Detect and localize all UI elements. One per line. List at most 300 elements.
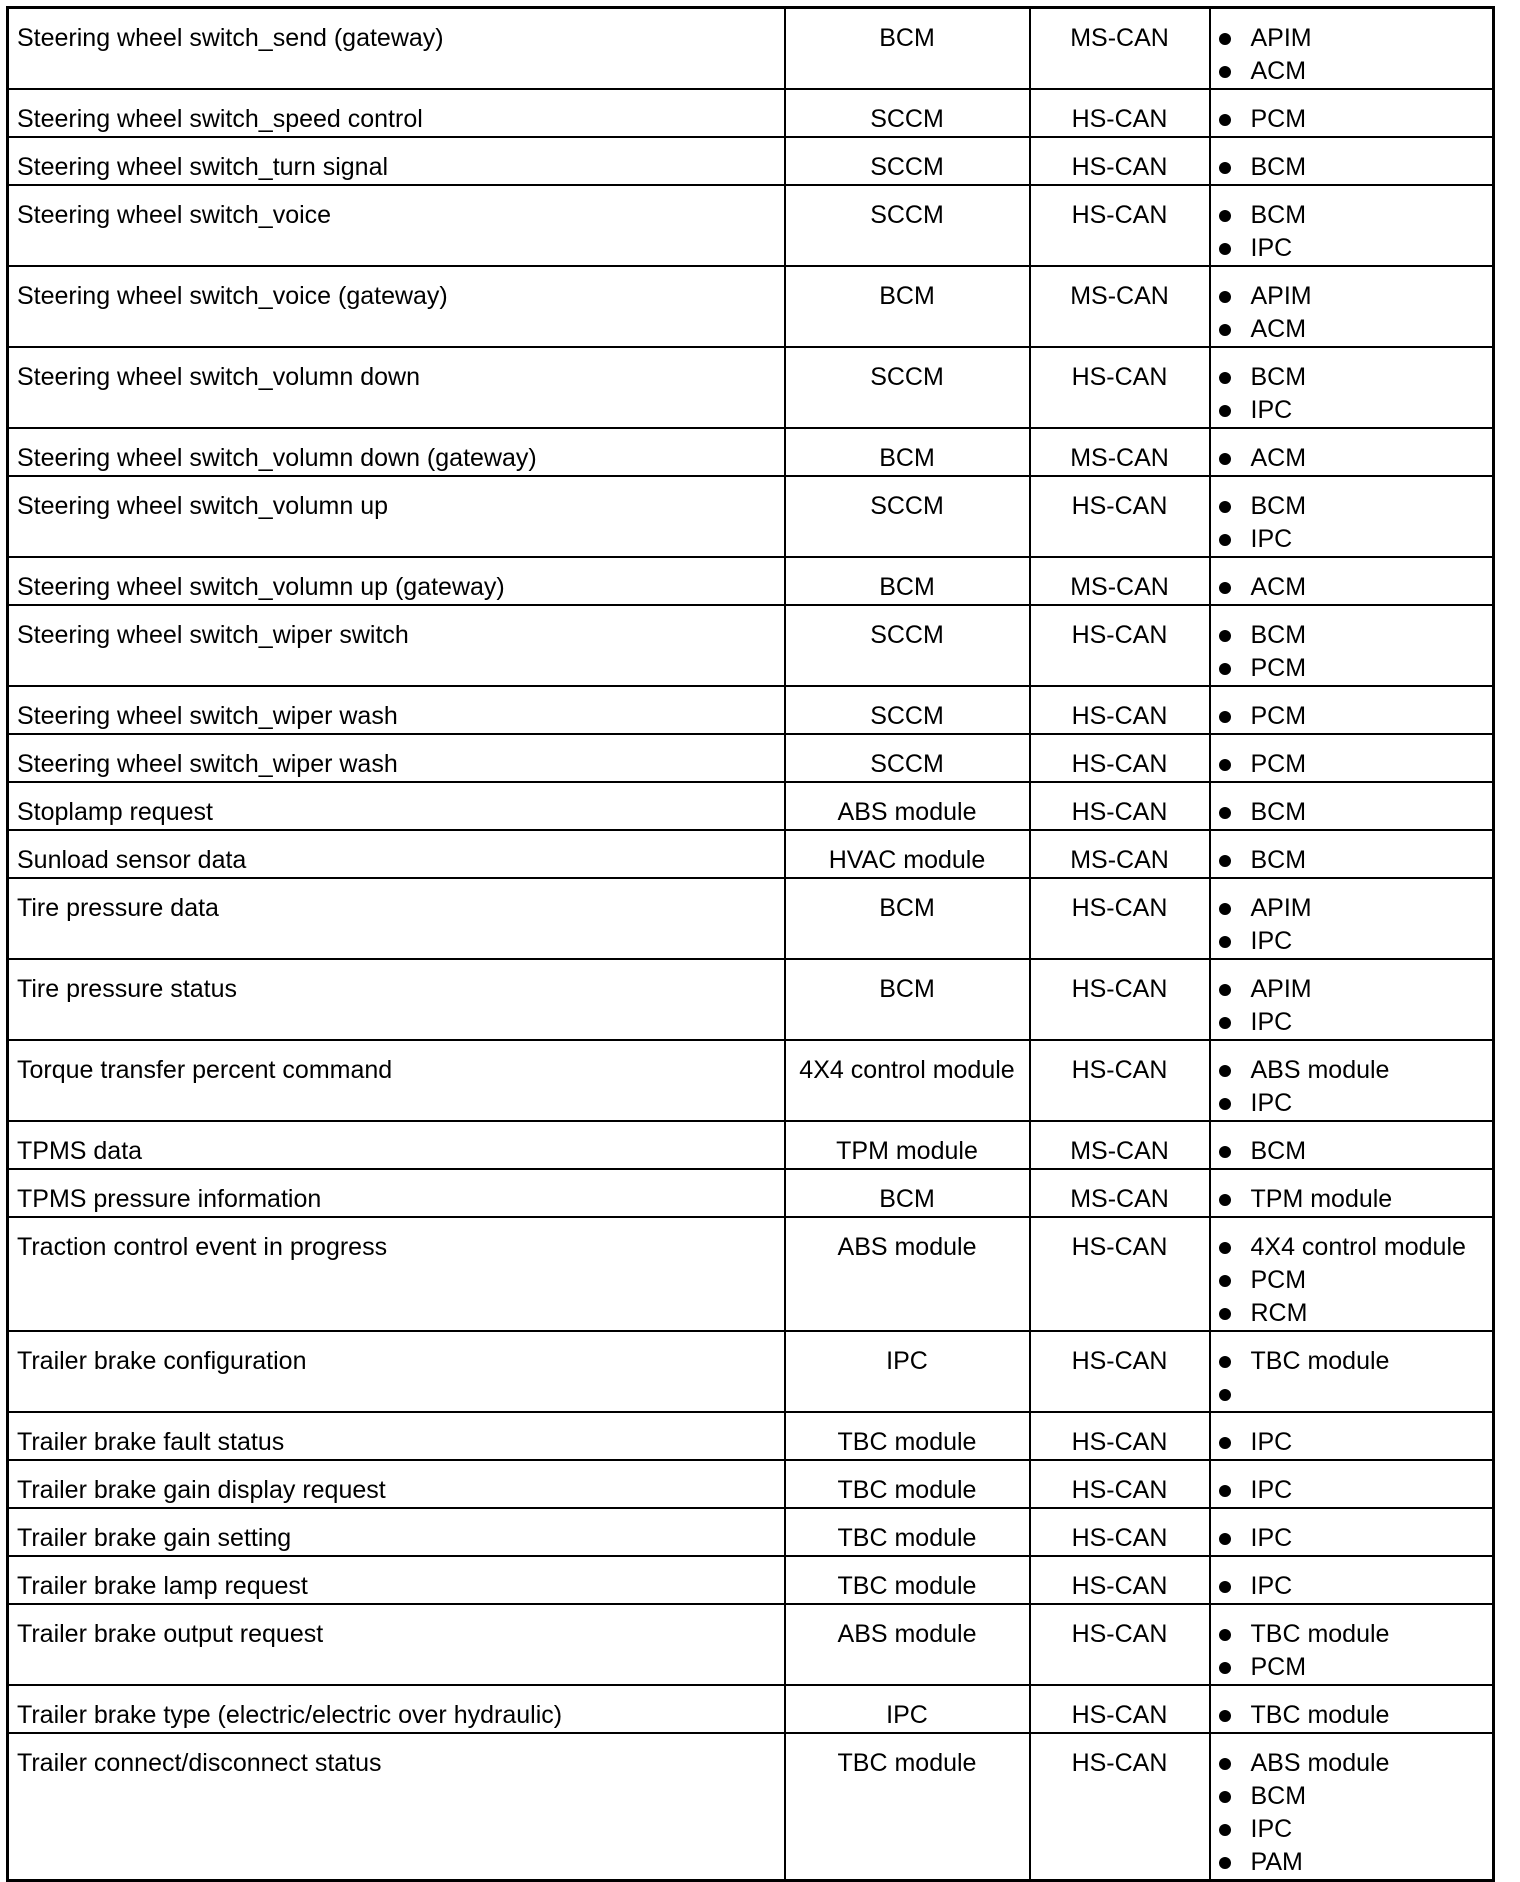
receiver-item [1219,1651,1485,1684]
receiver-item [1219,571,1485,604]
receiver-list [1219,1570,1485,1603]
bullet-icon [1219,1389,1231,1401]
bullet-icon [1219,1194,1231,1206]
source-module-cell: ABS module [785,782,1030,830]
bullet-icon [1219,936,1231,948]
receiver-item [1219,523,1485,556]
bullet-icon [1219,1857,1231,1869]
table-row [8,1508,1494,1556]
table-row [8,782,1494,830]
receiver-label: RCM [1250,1299,1308,1327]
receivers-cell [1210,137,1494,185]
bullet-icon [1219,582,1231,594]
source-module-cell: TBC module [785,1412,1030,1460]
receivers-cell [1210,557,1494,605]
source-module-cell: BCM [785,1169,1030,1217]
bullet-icon [1219,534,1231,546]
receiver-item [1219,1747,1485,1780]
table-row [8,1040,1494,1121]
bullet-icon [1219,1275,1231,1287]
receiver-label: IPC [1250,927,1293,955]
network-cell: HS-CAN [1030,1412,1210,1460]
receiver-item [1219,1006,1485,1039]
bullet-icon [1219,759,1231,771]
source-module-cell: SCCM [785,605,1030,686]
bullet-icon [1219,372,1231,384]
receiver-label: IPC [1250,1524,1293,1552]
receiver-label: BCM [1250,1137,1307,1165]
network-cell: MS-CAN [1030,557,1210,605]
bullet-icon [1219,210,1231,222]
bullet-icon [1219,1308,1231,1320]
receivers-cell [1210,1040,1494,1121]
bullet-icon [1219,1533,1231,1545]
receivers-cell [1210,1460,1494,1508]
receiver-list [1219,892,1485,958]
message-name-cell: TPMS data [8,1121,785,1169]
receiver-item [1219,280,1485,313]
message-name-cell: Traction control event in progress [8,1217,785,1331]
receiver-label: IPC [1250,1476,1293,1504]
receiver-label: IPC [1250,1089,1293,1117]
receiver-item [1219,1522,1485,1555]
bullet-icon [1219,1581,1231,1593]
table-row [8,428,1494,476]
receiver-label: BCM [1250,492,1307,520]
network-cell: HS-CAN [1030,1556,1210,1604]
source-module-cell: TBC module [785,1556,1030,1604]
receiver-label: PCM [1250,105,1307,133]
network-cell: HS-CAN [1030,1733,1210,1881]
receiver-list [1219,1747,1485,1879]
receiver-list [1219,748,1485,781]
network-cell: HS-CAN [1030,782,1210,830]
receiver-label: PCM [1250,702,1307,730]
bullet-icon [1219,1065,1231,1077]
receiver-label: ACM [1250,57,1307,85]
receiver-label: BCM [1250,846,1307,874]
receiver-item [1219,103,1485,136]
bullet-icon [1219,162,1231,174]
source-module-cell: BCM [785,557,1030,605]
bullet-icon [1219,1710,1231,1722]
table-row [8,476,1494,557]
receiver-list [1219,796,1485,829]
bullet-icon [1219,1356,1231,1368]
network-cell: MS-CAN [1030,1121,1210,1169]
receiver-item [1219,1264,1485,1297]
message-name-cell: Trailer brake lamp request [8,1556,785,1604]
table-row [8,734,1494,782]
bullet-icon [1219,1485,1231,1497]
table-row [8,1460,1494,1508]
bullet-icon [1219,1146,1231,1158]
receiver-item [1219,1699,1485,1732]
message-name-cell: Trailer brake gain display request [8,1460,785,1508]
source-module-cell: HVAC module [785,830,1030,878]
receiver-label: BCM [1250,363,1307,391]
table-row [8,1169,1494,1217]
table-row [8,137,1494,185]
receivers-cell [1210,830,1494,878]
bullet-icon [1219,66,1231,78]
source-module-cell: TPM module [785,1121,1030,1169]
table-row [8,959,1494,1040]
receivers-cell [1210,89,1494,137]
source-module-cell: SCCM [785,686,1030,734]
receiver-item [1219,1846,1485,1879]
receivers-cell [1210,605,1494,686]
bullet-icon [1219,1242,1231,1254]
receiver-item [1219,973,1485,1006]
receiver-label: 4X4 control module [1250,1233,1466,1261]
table-row [8,1685,1494,1733]
source-module-cell: BCM [785,878,1030,959]
receiver-item [1219,394,1485,427]
message-name-cell: Steering wheel switch_wiper wash [8,734,785,782]
message-name-cell: Trailer brake type (electric/electric over hydraulic) [8,1685,785,1733]
network-cell: MS-CAN [1030,830,1210,878]
network-cell: HS-CAN [1030,1604,1210,1685]
message-name-cell: Steering wheel switch_volumn up (gateway) [8,557,785,605]
receiver-list [1219,1345,1485,1411]
bullet-icon [1219,855,1231,867]
receiver-label: BCM [1250,201,1307,229]
receiver-list [1219,973,1485,1039]
receiver-label: PAM [1250,1848,1303,1876]
network-cell: HS-CAN [1030,959,1210,1040]
source-module-cell: SCCM [785,476,1030,557]
bullet-icon [1219,33,1231,45]
network-message-table [6,6,1495,1882]
bullet-icon [1219,1791,1231,1803]
bullet-icon [1219,243,1231,255]
source-module-cell: BCM [785,266,1030,347]
bullet-icon [1219,453,1231,465]
receiver-label: ACM [1250,444,1307,472]
receivers-cell [1210,1685,1494,1733]
network-cell: HS-CAN [1030,1508,1210,1556]
table-row [8,557,1494,605]
receiver-list [1219,1618,1485,1684]
receiver-list [1219,199,1485,265]
source-module-cell: TBC module [785,1460,1030,1508]
receiver-item [1219,361,1485,394]
receivers-cell [1210,1412,1494,1460]
receivers-cell [1210,1169,1494,1217]
message-name-cell: Steering wheel switch_turn signal [8,137,785,185]
receiver-label: IPC [1250,396,1293,424]
receiver-list [1219,1522,1485,1555]
network-cell: HS-CAN [1030,1331,1210,1412]
receiver-label: IPC [1250,1428,1293,1456]
receiver-list [1219,490,1485,556]
bullet-icon [1219,114,1231,126]
receiver-label: ABS module [1250,1749,1390,1777]
receivers-cell [1210,347,1494,428]
network-cell: HS-CAN [1030,878,1210,959]
receiver-item [1219,442,1485,475]
receiver-item [1219,151,1485,184]
table-row [8,878,1494,959]
receivers-cell [1210,1604,1494,1685]
bullet-icon [1219,711,1231,723]
receiver-list [1219,1183,1485,1216]
receiver-item [1219,1231,1485,1264]
network-cell: MS-CAN [1030,8,1210,90]
receiver-label: BCM [1250,621,1307,649]
table-row [8,1556,1494,1604]
receiver-label: IPC [1250,525,1293,553]
table-row [8,1412,1494,1460]
receiver-label: ACM [1250,573,1307,601]
message-name-cell: Steering wheel switch_send (gateway) [8,8,785,90]
receiver-item [1219,1570,1485,1603]
receiver-label: PCM [1250,750,1307,778]
receiver-list [1219,1231,1485,1330]
bullet-icon [1219,1824,1231,1836]
receivers-cell [1210,878,1494,959]
message-name-cell: Steering wheel switch_wiper switch [8,605,785,686]
receiver-list [1219,1426,1485,1459]
receiver-label: ABS module [1250,1056,1390,1084]
message-name-cell: Sunload sensor data [8,830,785,878]
message-name-cell: Tire pressure data [8,878,785,959]
bullet-icon [1219,807,1231,819]
receiver-item [1219,1618,1485,1651]
message-name-cell: Steering wheel switch_voice (gateway) [8,266,785,347]
receiver-list [1219,280,1485,346]
bullet-icon [1219,630,1231,642]
table-row [8,1604,1494,1685]
receiver-item [1219,22,1485,55]
receiver-label: BCM [1250,798,1307,826]
receiver-list [1219,844,1485,877]
receiver-label: APIM [1250,282,1312,310]
receiver-list [1219,22,1485,88]
receiver-label: BCM [1250,153,1307,181]
receiver-item [1219,1474,1485,1507]
source-module-cell: TBC module [785,1733,1030,1881]
network-cell: HS-CAN [1030,734,1210,782]
receivers-cell [1210,734,1494,782]
receivers-cell [1210,1508,1494,1556]
bullet-icon [1219,984,1231,996]
receivers-cell [1210,1331,1494,1412]
network-cell: HS-CAN [1030,605,1210,686]
table-row [8,185,1494,266]
source-module-cell: BCM [785,959,1030,1040]
receiver-item [1219,1813,1485,1846]
receivers-cell [1210,686,1494,734]
receiver-label: BCM [1250,1782,1307,1810]
receivers-cell [1210,1121,1494,1169]
network-cell: HS-CAN [1030,686,1210,734]
table-row [8,347,1494,428]
source-module-cell: BCM [785,428,1030,476]
network-cell: HS-CAN [1030,476,1210,557]
receiver-list [1219,361,1485,427]
receiver-item [1219,619,1485,652]
message-name-cell: Steering wheel switch_wiper wash [8,686,785,734]
receiver-label: APIM [1250,975,1312,1003]
source-module-cell: IPC [785,1331,1030,1412]
receiver-label: TBC module [1250,1701,1390,1729]
table-row [8,830,1494,878]
receiver-list [1219,1699,1485,1732]
bullet-icon [1219,1662,1231,1674]
receiver-item [1219,199,1485,232]
table-row [8,8,1494,90]
bullet-icon [1219,1098,1231,1110]
receiver-label: APIM [1250,24,1312,52]
receiver-item [1219,1426,1485,1459]
table-row [8,605,1494,686]
receiver-list [1219,1474,1485,1507]
bullet-icon [1219,405,1231,417]
bullet-icon [1219,501,1231,513]
receiver-list [1219,1135,1485,1168]
bullet-icon [1219,663,1231,675]
receivers-cell [1210,1556,1494,1604]
message-name-cell: Steering wheel switch_volumn down (gateway) [8,428,785,476]
receiver-item [1219,490,1485,523]
message-name-cell: Trailer brake gain setting [8,1508,785,1556]
receiver-item [1219,844,1485,877]
bullet-icon [1219,903,1231,915]
receiver-label: IPC [1250,1572,1293,1600]
table-body [8,8,1494,1881]
table-row [8,1217,1494,1331]
receiver-list [1219,1054,1485,1120]
receiver-list [1219,571,1485,604]
receiver-item [1219,1183,1485,1216]
receiver-label: TPM module [1250,1185,1393,1213]
receiver-label: PCM [1250,1266,1307,1294]
network-cell: HS-CAN [1030,1217,1210,1331]
network-cell: HS-CAN [1030,1460,1210,1508]
network-cell: HS-CAN [1030,1685,1210,1733]
table-row [8,686,1494,734]
message-name-cell: TPMS pressure information [8,1169,785,1217]
receiver-item [1219,796,1485,829]
receivers-cell [1210,266,1494,347]
receivers-cell [1210,959,1494,1040]
message-name-cell: Trailer brake fault status [8,1412,785,1460]
source-module-cell: SCCM [785,137,1030,185]
receiver-item [1219,652,1485,685]
table-row [8,1733,1494,1881]
message-name-cell: Trailer brake output request [8,1604,785,1685]
network-cell: MS-CAN [1030,266,1210,347]
receiver-label: PCM [1250,654,1307,682]
bullet-icon [1219,1437,1231,1449]
bullet-icon [1219,1629,1231,1641]
receiver-list [1219,103,1485,136]
source-module-cell: SCCM [785,734,1030,782]
receiver-list [1219,151,1485,184]
receiver-label: PCM [1250,1653,1307,1681]
receivers-cell [1210,185,1494,266]
message-name-cell: Steering wheel switch_voice [8,185,785,266]
source-module-cell: SCCM [785,89,1030,137]
receiver-item [1219,232,1485,265]
receiver-item [1219,1054,1485,1087]
message-name-cell: Steering wheel switch_volumn up [8,476,785,557]
network-cell: MS-CAN [1030,428,1210,476]
network-cell: HS-CAN [1030,89,1210,137]
message-name-cell: Tire pressure status [8,959,785,1040]
network-cell: HS-CAN [1030,137,1210,185]
receiver-item [1219,892,1485,925]
source-module-cell: 4X4 control module [785,1040,1030,1121]
receiver-label: TBC module [1250,1347,1390,1375]
receiver-label: IPC [1250,1008,1293,1036]
receivers-cell [1210,1217,1494,1331]
source-module-cell: SCCM [785,347,1030,428]
bullet-icon [1219,1017,1231,1029]
receivers-cell [1210,1733,1494,1881]
message-name-cell: Stoplamp request [8,782,785,830]
network-cell: HS-CAN [1030,185,1210,266]
receivers-cell [1210,476,1494,557]
receiver-item [1219,748,1485,781]
receiver-list [1219,700,1485,733]
message-name-cell: Steering wheel switch_speed control [8,89,785,137]
table-row [8,1121,1494,1169]
source-module-cell: BCM [785,8,1030,90]
message-name-cell: Trailer brake configuration [8,1331,785,1412]
source-module-cell: ABS module [785,1604,1030,1685]
receiver-list [1219,619,1485,685]
bullet-icon [1219,1758,1231,1770]
receiver-label: APIM [1250,894,1312,922]
bullet-icon [1219,324,1231,336]
receiver-label: IPC [1250,234,1293,262]
network-cell: HS-CAN [1030,347,1210,428]
table-row [8,266,1494,347]
receiver-item [1219,1345,1485,1378]
receiver-item [1219,55,1485,88]
receiver-label: IPC [1250,1815,1293,1843]
network-cell: HS-CAN [1030,1040,1210,1121]
source-module-cell: SCCM [785,185,1030,266]
receiver-list [1219,442,1485,475]
receiver-item [1219,1378,1485,1411]
source-module-cell: ABS module [785,1217,1030,1331]
receiver-label: TBC module [1250,1620,1390,1648]
source-module-cell: IPC [785,1685,1030,1733]
receivers-cell [1210,8,1494,90]
receiver-item [1219,1087,1485,1120]
receiver-item [1219,313,1485,346]
receivers-cell [1210,782,1494,830]
message-name-cell: Torque transfer percent command [8,1040,785,1121]
receiver-label: ACM [1250,315,1307,343]
bullet-icon [1219,291,1231,303]
message-name-cell: Steering wheel switch_volumn down [8,347,785,428]
table-row [8,89,1494,137]
source-module-cell: TBC module [785,1508,1030,1556]
receiver-item [1219,1780,1485,1813]
network-cell: MS-CAN [1030,1169,1210,1217]
receivers-cell [1210,428,1494,476]
receiver-item [1219,700,1485,733]
receiver-item [1219,1135,1485,1168]
message-name-cell: Trailer connect/disconnect status [8,1733,785,1881]
receiver-item [1219,925,1485,958]
table-row [8,1331,1494,1412]
